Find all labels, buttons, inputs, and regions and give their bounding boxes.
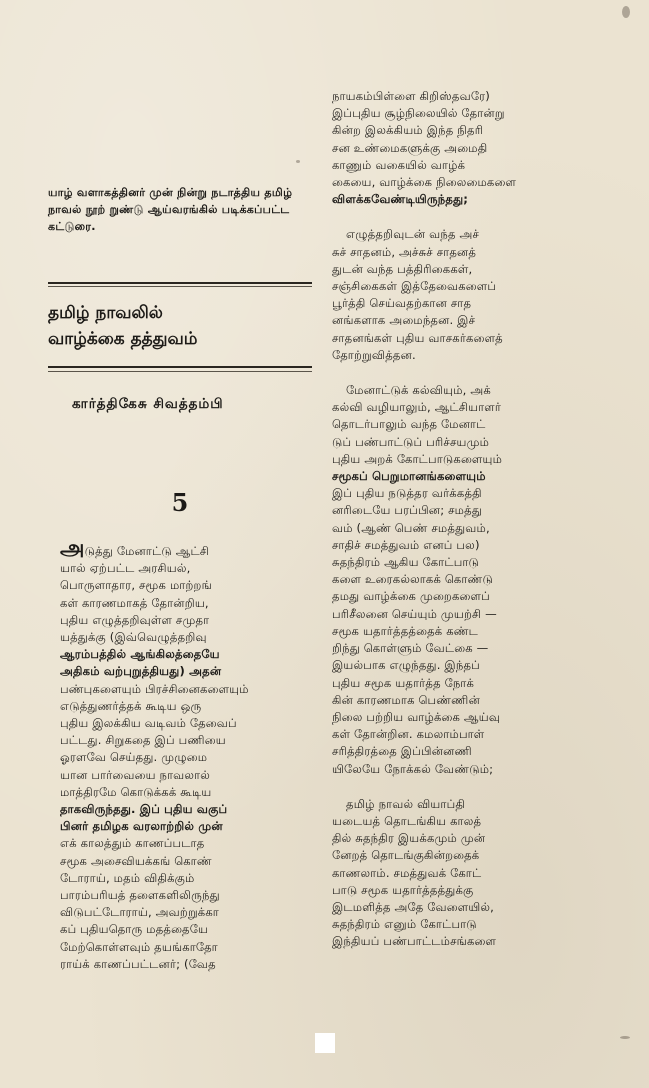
right-line: துடன் வந்த பத்திரிகைகள், (332, 261, 473, 276)
paper-speck (620, 1036, 630, 1039)
right-line: டுப் பண்பாட்டுப் பரிச்சயமும் (332, 434, 490, 449)
right-line: விளக்கவேண்டியிருந்தது; (332, 192, 469, 207)
left-line: மாத்திரமே கொடுக்கக் கூடிய (60, 784, 212, 799)
paragraph-1 (332, 88, 618, 208)
article-title (48, 300, 312, 352)
right-line: தமிழ் நாவல் வியாப்தி (346, 796, 465, 811)
left-line: தாகவிருந்தது. இப் புதிய வகுப் (60, 802, 228, 817)
left-line: விடுபட்டோராய், அவற்றுக்கா (60, 905, 219, 920)
right-line: சுச் சாதனம், அச்சுச் சாதனத் (332, 244, 477, 259)
right-line: பாடு சமூக யதார்த்தத்துக்கு (332, 882, 474, 897)
paper-speck (622, 6, 630, 18)
left-line: யால் ஏற்பட்ட அரசியல், (60, 561, 191, 576)
left-line: ஆரம்பத்தில் ஆங்கிலத்தையே (60, 647, 220, 662)
left-column-body (60, 535, 318, 973)
left-line: சமூக அசைவியக்கங் கொண் (60, 853, 212, 868)
right-line: காணலாம். சமத்துவக் கோட் (332, 865, 482, 880)
right-line: யடையத் தொடங்கிய காலத் (332, 813, 482, 828)
right-line: சன உண்மைகளுக்கு அமைதி (332, 140, 488, 155)
right-line: புதிய சமூக யதார்த்த நோக் (332, 675, 475, 690)
right-line: னங்களாக அமைந்தன. இச் (332, 313, 476, 328)
right-line: கின் காரணமாக பெண்ணின் (332, 692, 480, 707)
left-line: புதிய இலக்கிய வடிவம் தேவைப் (60, 716, 237, 731)
left-line: யத்துக்கு (இவ்வெழுத்தறிவு (60, 630, 207, 645)
right-line: எழுத்தறிவுடன் வந்த அச் (346, 227, 480, 242)
right-line: தமது வாழ்க்கை முறைகளைப் (332, 589, 490, 604)
right-line: இப் புதிய நடுத்தர வர்க்கத்தி (332, 486, 482, 501)
right-line: சாதிச் சமத்துவம் எனப் பல) (332, 537, 480, 552)
right-line: பரிசீலனை செய்யும் முயற்சி — (332, 606, 497, 621)
right-line: இடமளித்த அதே வேளையில், (332, 899, 495, 914)
dropcap-letter: அ (60, 535, 85, 561)
paragraph-gap (332, 778, 618, 796)
right-line: இப்புதிய சூழ்நிலையில் தோன்று (332, 106, 505, 121)
left-line: அதிகம் வற்புறுத்தியது) அதன் (60, 664, 222, 679)
right-line: கல்வி வழியாலும், ஆட்சியாளர் (332, 400, 502, 415)
left-line: கப் புதியதொரு மதத்தையே (60, 922, 209, 937)
right-line: நாயகம்பிள்ளை கிறிஸ்தவரே) (332, 89, 490, 103)
right-line: தில் சுதந்திர இயக்கமும் முன் (332, 831, 486, 846)
right-line: சுதந்திரம் ஆகிய கோட்பாடு (332, 555, 480, 570)
chapter-number: 5 (171, 488, 189, 517)
left-line: பட்டது. சிறுகதை இப் பணியை (60, 733, 226, 748)
right-line: பூர்த்தி செய்வதற்கான சாத (332, 296, 472, 311)
right-line: கள் தோன்றின. கமலாம்பாள் (332, 727, 485, 742)
left-line: புதிய எழுத்தறிவுள்ள சமுதா (60, 612, 210, 627)
right-line: தொடர்பாலும் வந்த மேனாட் (332, 417, 486, 432)
left-line: பாரம்பரியத் தளைகளிலிருந்து (60, 888, 220, 903)
paragraph-3 (332, 382, 618, 778)
right-line: சரித்திரத்தை இப்பின்னணி (332, 744, 472, 759)
author-name: கார்த்திகேசு சிவத்தம்பி (72, 396, 224, 412)
right-line: சமூகப் பெறுமானங்களையும் (332, 469, 486, 484)
paragraph-4 (332, 796, 618, 951)
right-line: புதிய அறக் கோட்பாடுகளையும் (332, 451, 503, 466)
left-line: ராய்க் காணப்பட்டனர்; (வேத (60, 956, 216, 971)
left-line: பண்புகளையும் பிரச்சினைகளையும் (60, 681, 249, 696)
right-line: கின்ற இலக்கியம் இந்த நிதரி (332, 123, 484, 138)
paragraph-gap (332, 208, 618, 226)
right-line: கையை, வாழ்க்கை நிலைமைகளை (332, 175, 517, 190)
title-bottom-rule-thin (48, 371, 312, 372)
paragraph-gap (332, 364, 618, 382)
left-line: எக் காலத்தும் காணப்படாத (60, 836, 205, 851)
title-top-rule (48, 282, 312, 284)
article-title-line-1: தமிழ் நாவலில் (48, 303, 163, 323)
right-line: சாதனங்கள் புதிய வாசகர்களைத் (332, 330, 503, 345)
left-line: பொருளாதார, சமூக மாற்றங் (60, 578, 212, 593)
right-line: இந்தியப் பண்பாட்டம்சங்களை (332, 934, 497, 949)
left-line: யான பார்வையை நாவலால் (60, 767, 211, 782)
left-line: கள் காரணமாகத் தோன்றிய, (60, 595, 209, 610)
right-line: களை உரைகல்லாகக் கொண்டு (332, 572, 493, 587)
right-line: சஞ்சிகைகள் இத்தேவைகளைப் (332, 279, 497, 294)
right-line: யிலேயே நோக்கல் வேண்டும்; (332, 761, 494, 776)
left-line: டோராய், மதம் விதிக்கும் (60, 870, 195, 885)
right-line: சுதந்திரம் எனும் கோட்பாடு (332, 917, 477, 932)
title-bottom-rule (48, 366, 312, 368)
right-column-body (332, 88, 618, 951)
right-line: னேறத் தொடங்குகின்றதைக் (332, 848, 480, 863)
intro-note: யாழ் வளாகத்தினர் முன் நின்று நடாத்திய தமிழ் நாவல் நூற் றுண்டு ஆய்வரங்கில் படிக்கப்பட்ட கட்டுரை. (48, 186, 293, 233)
left-line: எடுத்துணர்த்தக் கூடிய ஒரு (60, 698, 202, 713)
left-line: மேற்கொள்ளவும் தயங்காதோ (60, 939, 218, 954)
right-line: நிலை பற்றிய வாழ்க்கை ஆய்வு (332, 709, 501, 724)
paragraph-2 (332, 226, 618, 364)
left-line: பினர் தமிழக வரலாற்றில் முன் (60, 819, 223, 834)
right-line: மேனாட்டுக் கல்வியும், அக் (346, 383, 491, 398)
paper-speck (296, 160, 300, 163)
left-first-line: அடுத்து மேனாட்டு ஆட்சி (60, 535, 210, 561)
right-line: தோற்றுவித்தன. (332, 347, 416, 362)
right-line: னரிடையே பரப்பின; சமத்து (332, 503, 483, 518)
right-line: சமூக யதார்த்தத்தைக் கண்ட (332, 623, 479, 638)
title-top-rule-thin (48, 286, 312, 287)
right-line: காணும் வகையில் வாழ்க் (332, 157, 466, 172)
page-marker-square (315, 1033, 335, 1053)
article-title-line-2: வாழ்க்கை தத்துவம் (48, 329, 198, 349)
right-line: வம் (ஆண் பெண் சமத்துவம், (332, 520, 490, 535)
right-line: இயல்பாக எழுந்தது. இந்தப் (332, 658, 480, 673)
right-line: றிந்து கொள்ளும் வேட்கை — (332, 641, 489, 656)
left-line: ஓரளவே செய்தது. முழுமை (60, 750, 208, 765)
